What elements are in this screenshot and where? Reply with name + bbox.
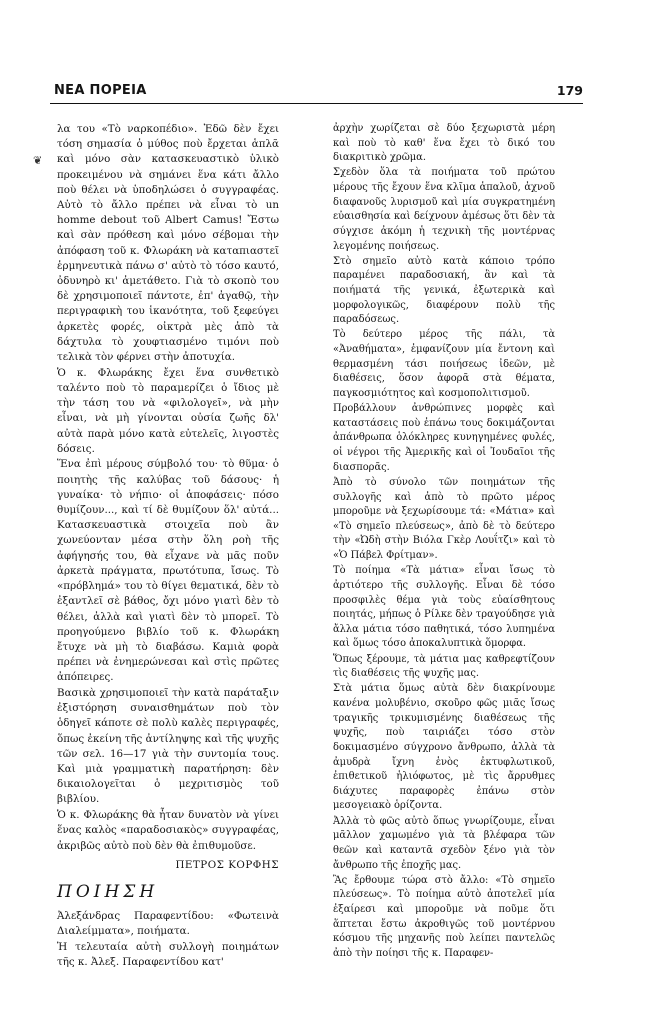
review-paragraph: Στὸ σημεῖο αὐτὸ κατὰ κάποιο τρόπο παραμένει παραδοσιακή, ἂν καὶ τὰ ποιήματά τῆς γενικά, ἐξωτερικὰ καὶ μορφολογικῶς, διαφέρουν πολὺ τῆς παραδόσεως. (333, 255, 555, 326)
review-paragraph: Ὅπως ξέρουμε, τὰ μάτια μας καθρεφτίζουν τὶς διαθέσεις τῆς ψυχῆς μας. (333, 653, 555, 680)
review-paragraph: Ἡ τελευταία αὐτὴ συλλογὴ ποιημάτων τῆς κ. Ἀλεξ. Παραφεντίδου κατ' (57, 940, 279, 969)
running-header (50, 83, 583, 104)
review-paragraph: Ἀπὸ τὸ σύνολο τῶν ποιημάτων τῆς συλλογῆς καὶ ἀπὸ τὸ πρῶτο μέρος μποροῦμε νὰ ξεχωρίσουμε τά: «Μάτια» καὶ «Τὸ σημεῖο πλεύσεως», ἀπὸ δὲ τὸ δεύτερο τὴν «Ὠδὴ στὴν Βιόλα Γκὲρ Λουΐτζι» καὶ τὸ «Ὁ Πάβελ Φρίτμαν». (333, 476, 555, 562)
review-paragraph: Σχεδὸν ὅλα τὰ ποιήματα τοῦ πρώτου μέρους τῆς ἔχουν ἕνα κλῖμα ἁπαλοῦ, ἀχνοῦ διαφανοῦς λυρισμοῦ καὶ μία συγκρατημένη εὐαισθησία καὶ δείχνουν ἀμέσως ὅτι δὲν τὰ σύγχισε ἀκόμη ἡ τεχνικὴ τῆς μοντέρνας λεγομένης ποιήσεως. (333, 167, 555, 252)
right-column (333, 122, 555, 962)
review-paragraph: Ἀλλὰ τὸ φῶς αὐτὸ ὅπως γνωρίζουμε, εἶναι μᾶλλον χαμωμένο γιὰ τὰ βλέφαρα τῶν θεῶν καὶ καταντᾶ σχεδὸν ξένο γιὰ τὸν ἄνθρωπο τῆς ἐποχῆς μας. (333, 815, 555, 871)
margin-ornament: ❦ (33, 154, 43, 167)
journal-title: ΝΕΑ ΠΟΡΕΙΑ (54, 83, 147, 98)
review-paragraph: ἀρχὴν χωρίζεται σὲ δύο ξεχωριστὰ μέρη καὶ ποὺ τὸ καθ' ἕνα ἔχει τὸ δικό του διακριτικὸ χρῶμα. (333, 123, 555, 164)
review-paragraph: Ὁ κ. Φλωράκης ἔχει ἕνα συνθετικὸ ταλέντο ποὺ τὸ παραμερίζει ὁ ἴδιος μὲ τὴν τάση του νὰ «φιλολογεῖ», νὰ μὴν εἶναι, νὰ μὴ γίνονται οὐσία ζωῆς δλ' αὐτὰ παρὰ μόνο κατὰ εὐτελεῖς, λιγοστὲς δόσεις. (57, 366, 279, 455)
review-paragraph: Ὁ κ. Φλωράκης θὰ ἦταν δυνατὸν νὰ γίνει ἕνας καλὸς «παραδοσιακὸς» συγγραφέας, ἀκριβῶς αὐτὸ ποὺ δὲν θὰ ἐπιθυμοῦσε. (57, 809, 279, 852)
review-paragraph: λα του «Τὸ ναρκοπέδιο». Ἐδῶ δὲν ἔχει τόση σημασία ὁ μύθος ποὺ ἔρχεται ἁπλᾶ καὶ μόνο σὰν κατασκευαστικὸ ὑλικὸ προκειμένου νὰ σημάνει ἕνα κάτι ἄλλο ποὺ θέλει νὰ ὑποδηλώσει ὁ συγγραφέας. Αὐτὸ τὸ ἄλλο πρέπει νὰ εἶναι τὸ un homme debout τοῦ Albert Camus! Ἔστω καὶ σὰν πρόθεση καὶ μόνο σέβομαι τὴν ἀπόφαση τοῦ κ. Φλωράκη νὰ καταπιαστεῖ ἑρμηνευτικὰ πάνω σ' αὐτὸ τὸ τόσο καυτό, ὀδυνηρὸ κι' ἀμετάθετο. Γιὰ τὸ σκοπὸ του δὲ χρησιμοποιεῖ πάντοτε, ἐπ' ἀγαθῷ, τὴν περιγραφικὴ του ἱκανότητα, τοῦ ξεφεύγει ἀρκετὲς φορές, οἰκτρὰ μὲς ἀπὸ τὰ δάχτυλα τὸ χουφτιασμένο τιμόνι ποὺ τελικὰ τὸν φέρνει στὴν ἀποτυχία. (57, 123, 279, 364)
review-paragraph: Ἂς ἔρθουμε τώρα στὸ ἄλλο: «Τὸ σημεῖο πλεύσεως». Τὸ ποίημα αὐτὸ ἀποτελεῖ μία ἐξαίρεσι καὶ μποροῦμε νὰ ποῦμε ὅτι ἅπτεται ἔστω ἀκροθιγῶς τοῦ μοντέρνου κόσμου τῆς μηχανῆς ποὺ λείπει παντελῶς ἀπὸ τὴν ποίησι τῆς κ. Παραφεν- (333, 874, 555, 959)
review-paragraph: Τὸ δεύτερο μέρος τῆς πάλι, τὰ «Ἀναθήματα», ἐμφανίζουν μία ἔντονη καὶ θερμασμένη τάσι ποιήσεως ἰδεῶν, μὲ διαθέσεις, ὅσον ἀφορᾶ στὰ θέματα, παγκοσμιότητος καὶ κοσμοπολιτισμοῦ. (333, 329, 555, 400)
section-heading: ΠΟΙΗΣΗ (57, 881, 159, 902)
book-citation: Ἀλεξάνδρας Παραφεντίδου: «Φωτεινὰ Διαλείμματα», ποιήματα. (57, 909, 279, 938)
review-paragraph: Στὰ μάτια ὅμως αὐτὰ δὲν διακρίνουμε κανένα μολυβένιο, σκοῦρο φῶς μιᾶς ἴσως τραγικῆς τρικυμισμένης διαθέσεως τῆς ψυχῆς, ποὺ ταιριάζει τόσο στὸν δοκιμασμένο σύγχρονο ἄνθρωπο, ἀλλὰ τὰ ἀμυδρὰ ἴχνη ἑνὸς ἐκτυφλωτικοῦ, ἐπιθετικοῦ ἡλιόφωτος, μὲ τὶς ἄρρυθμες διάχυτες παραφορὲς ἐπάνω στὸν μεσογειακὸ ὁρίζοντα. (333, 683, 555, 812)
author-signature: ΠΕΤΡΟΣ ΚΟΡΦΗΣ (175, 858, 279, 871)
review-paragraph: Βασικὰ χρησιμοποιεῖ τὴν κατὰ παράταξιν ἐξιστόρηση συναισθημάτων ποὺ τὸν ὁδηγεῖ κάποτε σὲ πολὺ καλὲς περιγραφές, ὅπως ἐκείνη τῆς ἀντίληψης καὶ τῆς ψυχῆς τῶν σελ. 16—17 γιὰ τὴν συντομία τους. Καὶ μιὰ γραμματικὴ παρατήρηση: δὲν δικαιολογεῖται ὁ μεχριτισμὸς τοῦ βιβλίου. (57, 687, 279, 806)
left-column (57, 122, 279, 970)
review-paragraph: Προβάλλουν ἀνθρώπινες μορφὲς καὶ καταστάσεις ποὺ ἐπάνω τους δοκιμάζονται ἀπάνθρωπα ὁλόκληρες κυνηγημένες φυλές, οἱ νέγροι τῆς Ἀμερικῆς καὶ οἱ Ἰουδαῖοι τῆς διασπορᾶς. (333, 403, 555, 473)
page-number: 179 (556, 83, 583, 98)
review-paragraph: Τὸ ποίημα «Τὰ μάτια» εἶναι ἴσως τὸ ἀρτιότερο τῆς συλλογῆς. Εἶναι δὲ τόσο προσφιλὲς θέμα γιὰ τοὺς εὐαίσθητους ποιητάς, μήπως ὁ Ρίλκε δὲν τραγούδησε γιὰ ἄλλα μάτια τόσο παθητικά, τόσο λυπημένα καὶ ὅμως τόσο ἀποκαλυπτικὰ ὅμορφα. (333, 565, 555, 650)
review-paragraph: Ἕνα ἐπὶ μέρους σύμβολό του· τὸ θῦμα· ὁ ποιητὴς τῆς καλύβας τοῦ δάσους· ἡ γυναίκα· τὸ νήπιο· οἱ ἀποφάσεις· πόσο θυμίζουν..., καὶ τί δὲ θυμίζουν ὅλ' αὐτά... Κατασκευαστικὰ στοιχεῖα ποὺ ἂν χωνεύονταν μέσα στὴν ὅλη ροὴ τῆς ἀφήγησής του, θὰ εἶχανε νὰ μᾶς ποῦν ἀρκετὰ πράγματα, πρωτότυπα, ἴσως. Τὸ «πρόβλημά» του τὸ θίγει θεματικά, δὲν τὸ ἐξαντλεῖ σὲ βάθος, ὄχι μόνο γιατὶ δὲν τὸ θέλει, ἀλλὰ καὶ γιατὶ δὲν τὸ μπορεῖ. Τὸ προηγούμενο βιβλίο τοῦ κ. Φλωράκη ἔτυχε νὰ μὴ τὸ διαβάσω. Καμιὰ φορὰ πρέπει νὰ ἐνημερώνεσαι καὶ στὶς πρῶτες ἀπόπειρες. (57, 458, 279, 684)
